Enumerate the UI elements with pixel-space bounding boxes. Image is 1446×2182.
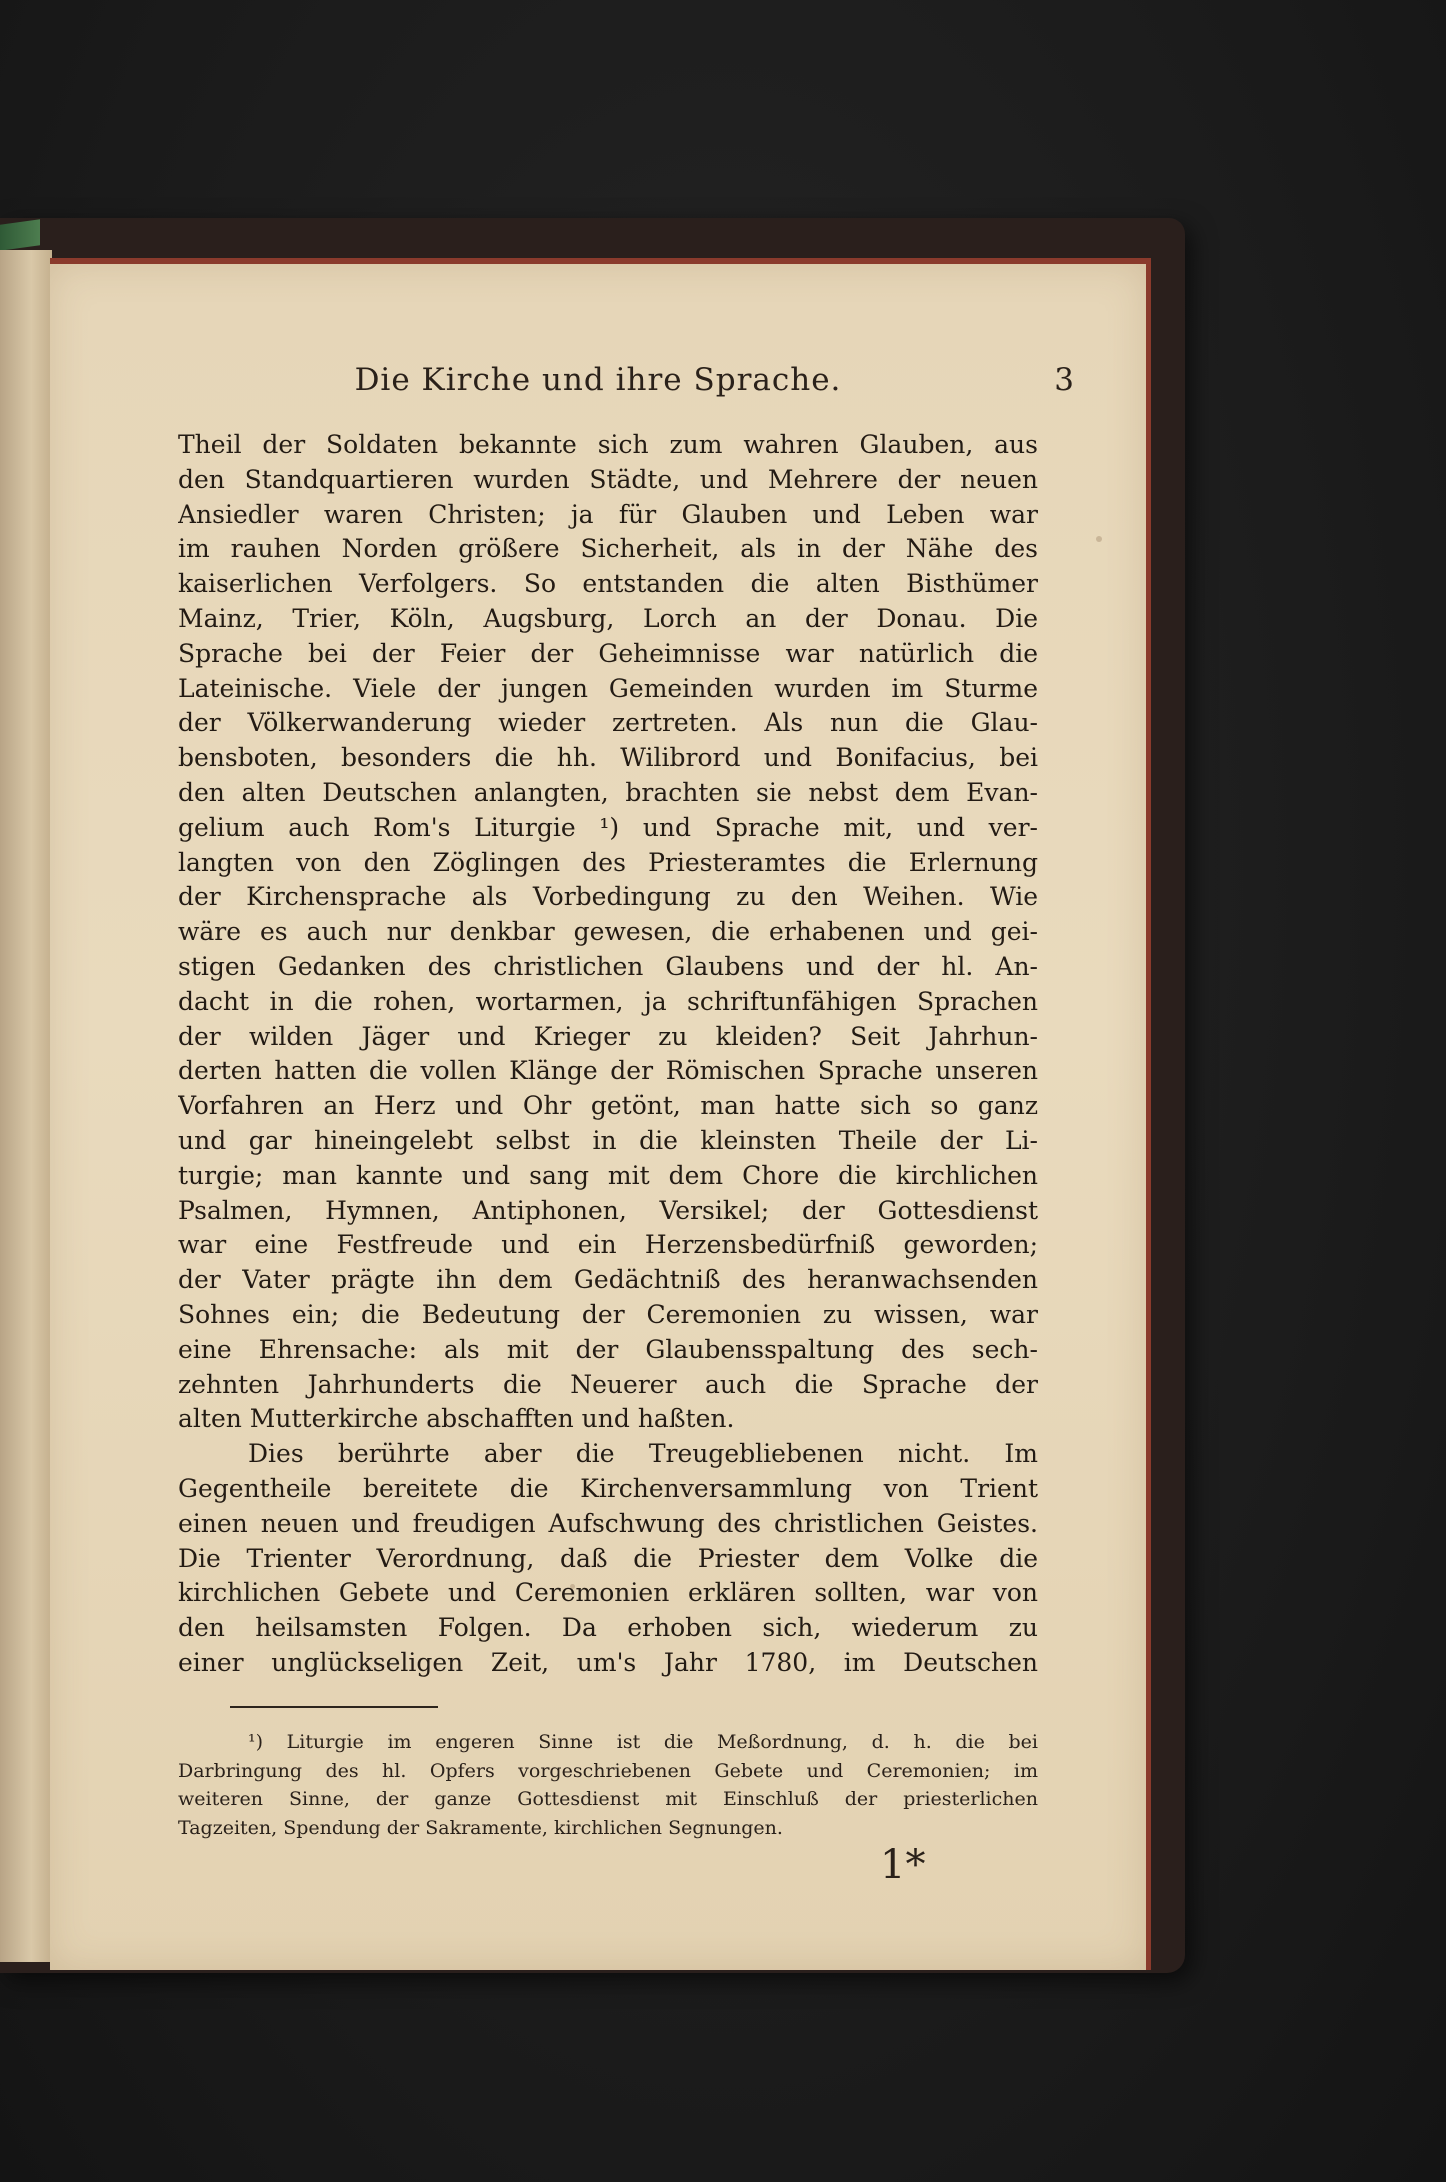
paper-stain bbox=[1096, 536, 1102, 542]
footnote bbox=[178, 1728, 1038, 1842]
printer-signature-mark: 1* bbox=[880, 1842, 926, 1888]
text-line: turgie; man kannte und sang mit dem Chore die kirchlichen bbox=[178, 1160, 1038, 1190]
text-line: einen neuen und freudigen Aufschwung des christlichen Geistes. bbox=[178, 1508, 1038, 1538]
paragraph-start-line: Dies berührte aber die Treugebliebenen nicht. Im bbox=[248, 1439, 1038, 1469]
text-line: gelium auch Rom's Liturgie ¹) und Sprache mit, und ver- bbox=[178, 812, 1038, 842]
book-page bbox=[50, 258, 1151, 1970]
text-line: einer unglückseligen Zeit, um's Jahr 1780, im Deutschen bbox=[178, 1647, 1038, 1677]
text-line: den heilsamsten Folgen. Da erhoben sich, wiederum zu bbox=[178, 1613, 1038, 1643]
text-line: zehnten Jahrhunderts die Neuerer auch die Sprache der bbox=[178, 1369, 1038, 1399]
text-line: war eine Festfreude und ein Herzensbedürfniß geworden; bbox=[178, 1230, 1038, 1260]
text-line: Die Trienter Verordnung, daß die Priester dem Volke die bbox=[178, 1543, 1038, 1573]
text-line: im rauhen Norden größere Sicherheit, als in der Nähe des bbox=[178, 534, 1038, 564]
page-edges bbox=[0, 250, 52, 1962]
footnote-line: Tagzeiten, Spendung der Sakramente, kirchlichen Segnungen. bbox=[178, 1816, 783, 1839]
text-line: wäre es auch nur denkbar gewesen, die erhabenen und gei- bbox=[178, 917, 1038, 947]
text-line: derten hatten die vollen Klänge der Römischen Sprache unseren bbox=[178, 1056, 1038, 1086]
text-line: der wilden Jäger und Krieger zu kleiden? Seit Jahrhun- bbox=[178, 1021, 1038, 1051]
footnote-divider bbox=[230, 1706, 438, 1708]
text-line: und gar hineingelebt selbst in die kleinsten Theile der Li- bbox=[178, 1125, 1038, 1155]
text-line: langten von den Zöglingen des Priesteramtes die Erlernung bbox=[178, 847, 1038, 877]
page-number: 3 bbox=[1054, 362, 1074, 398]
footnote-line: Darbringung des hl. Opfers vorgeschriebenen Gebete und Ceremonien; im bbox=[178, 1759, 1038, 1782]
text-line: Vorfahren an Herz und Ohr getönt, man hatte sich so ganz bbox=[178, 1091, 1038, 1121]
text-line: Psalmen, Hymnen, Antiphonen, Versikel; der Gottesdienst bbox=[178, 1195, 1038, 1225]
text-line: den alten Deutschen anlangten, brachten sie nebst dem Evan- bbox=[178, 777, 1038, 807]
text-line: kaiserlichen Verfolgers. So entstanden die alten Bisthümer bbox=[178, 569, 1038, 599]
text-line: der Vater prägte ihn dem Gedächtniß des heranwachsenden bbox=[178, 1265, 1038, 1295]
body-text bbox=[178, 428, 1038, 1681]
footnote-line: weiteren Sinne, der ganze Gottesdienst mit Einschluß der priesterlichen bbox=[178, 1788, 1038, 1810]
text-line: Ansiedler waren Christen; ja für Glauben und Leben war bbox=[178, 499, 1038, 529]
text-line: Mainz, Trier, Köln, Augsburg, Lorch an der Donau. Die bbox=[178, 603, 1038, 633]
text-line: Theil der Soldaten bekannte sich zum wahren Glauben, aus bbox=[178, 430, 1038, 459]
paragraph-end-line: alten Mutterkirche abschafften und haßten. bbox=[178, 1404, 735, 1434]
text-line: Lateinische. Viele der jungen Gemeinden wurden im Sturme bbox=[178, 673, 1038, 703]
page-header bbox=[50, 362, 1146, 410]
text-line: der Völkerwanderung wieder zertreten. Als nun die Glau- bbox=[178, 708, 1038, 738]
text-line: stigen Gedanken des christlichen Glaubens und der hl. An- bbox=[178, 951, 1038, 981]
text-line: Sprache bei der Feier der Geheimnisse war natürlich die bbox=[178, 638, 1038, 668]
footnote-line: ¹) Liturgie im engeren Sinne ist die Meßordnung, d. h. die bei bbox=[248, 1731, 1038, 1753]
text-line: den Standquartieren wurden Städte, und Mehrere der neuen bbox=[178, 464, 1038, 494]
text-line: eine Ehrensache: als mit der Glaubensspaltung des sech- bbox=[178, 1334, 1038, 1364]
paper-stain bbox=[570, 1584, 575, 1589]
text-line: Sohnes ein; die Bedeutung der Ceremonien zu wissen, war bbox=[178, 1299, 1038, 1329]
text-line: bensboten, besonders die hh. Wilibrord und Bonifacius, bei bbox=[178, 743, 1038, 773]
text-line: der Kirchensprache als Vorbedingung zu den Weihen. Wie bbox=[178, 882, 1038, 912]
text-line: kirchlichen Gebete und Ceremonien erklären sollten, war von bbox=[178, 1578, 1038, 1608]
text-line: Gegentheile bereitete die Kirchenversammlung von Trient bbox=[178, 1473, 1038, 1503]
running-title: Die Kirche und ihre Sprache. bbox=[354, 362, 842, 398]
text-line: dacht in die rohen, wortarmen, ja schriftunfähigen Sprachen bbox=[178, 986, 1038, 1016]
